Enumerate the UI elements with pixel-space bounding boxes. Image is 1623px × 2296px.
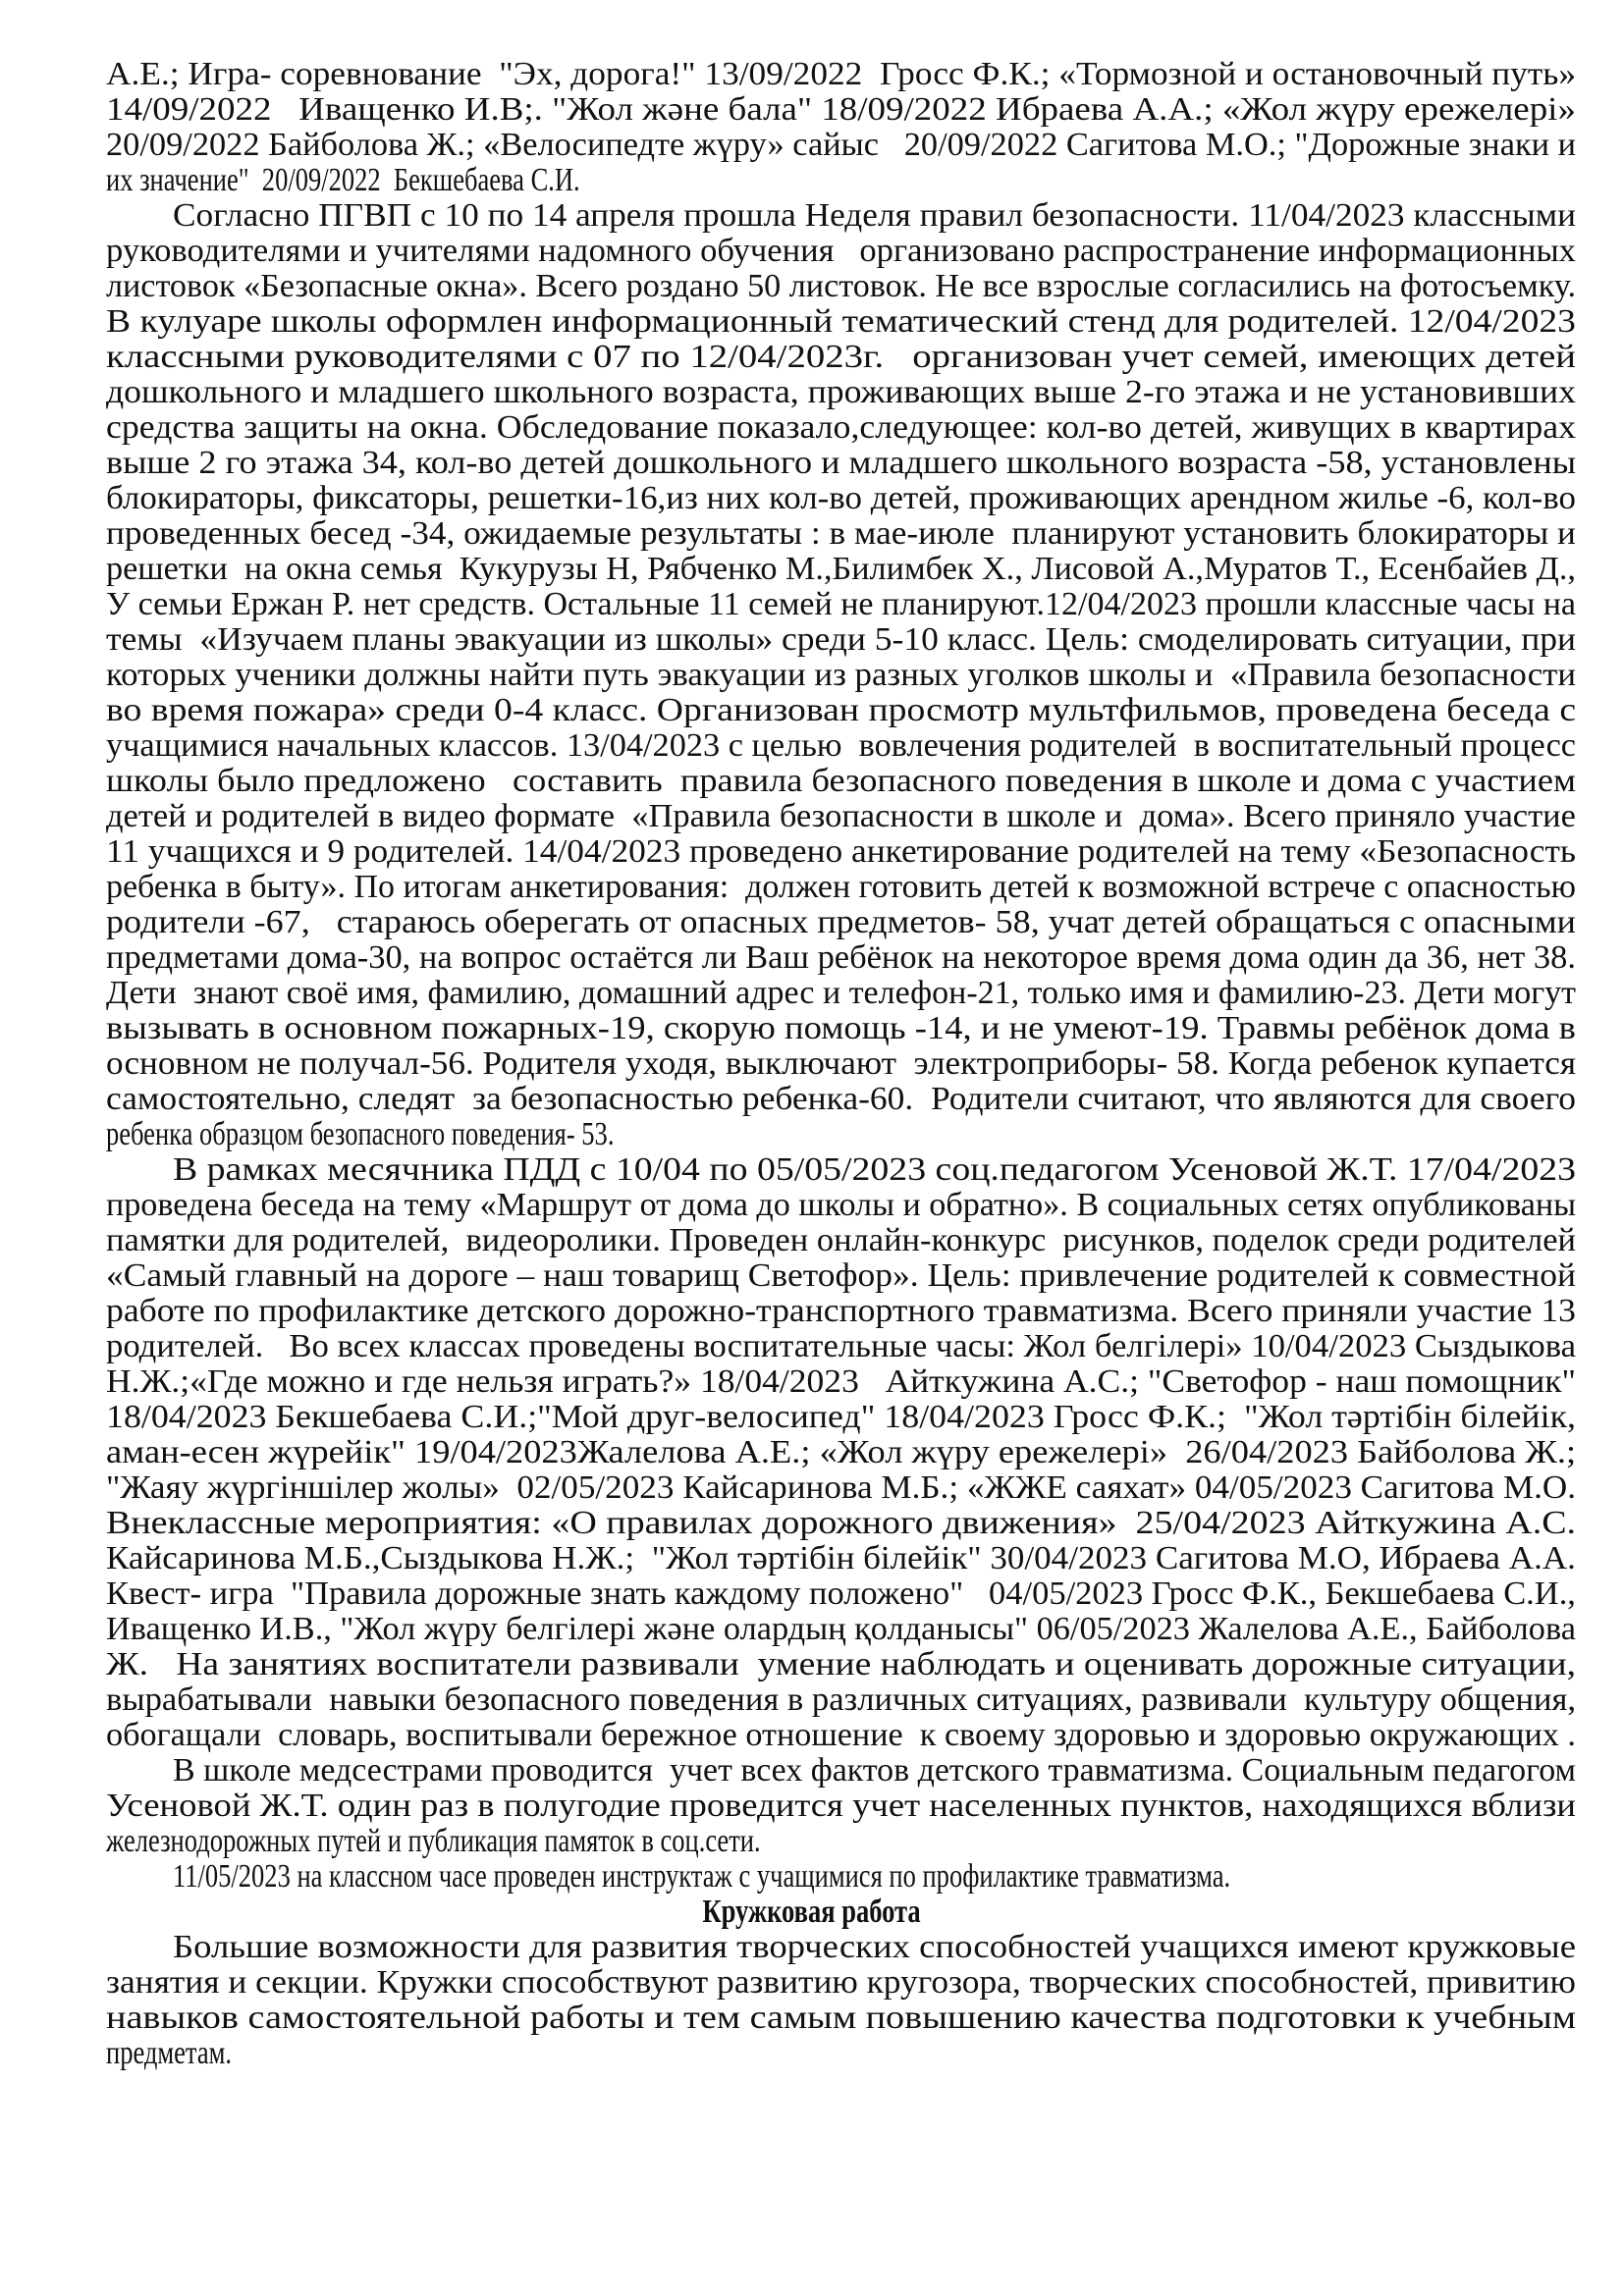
text-line xyxy=(106,57,1576,92)
line-text: основном не получал-56. Родителя уходя, выключают электроприборы- 58. Когда ребенок купается xyxy=(106,1045,1577,1082)
text-line xyxy=(106,340,1576,375)
text-line xyxy=(106,658,1576,693)
line-text: вырабатывали навыки безопасного поведения в различных ситуациях, развивали культуру общения, xyxy=(106,1682,1577,1718)
paragraph-first-line xyxy=(173,1753,1576,1789)
text-line xyxy=(106,940,1576,976)
line-text: 14/09/2022 Иващенко И.В;. "Жол және бала" 18/09/2022 Ибраева А.А.; «Жол жүру ережелері» xyxy=(106,91,1576,128)
line-text: навыков самостоятельной работы и тем самым повышению качества подготовки к учебным xyxy=(106,2000,1577,2036)
line-text: ребенка образцом безопасного поведения- 53. xyxy=(106,1116,615,1152)
text-line xyxy=(106,764,1576,799)
section-heading xyxy=(0,1895,1623,1930)
line-text: Дети знают своё имя, фамилию, домашний адрес и телефон-21, только имя и фамилию-23. Дети могут xyxy=(106,975,1577,1011)
line-text: "Жаяу жүргіншілер жолы» 02/05/2023 Кайсаринова М.Б.; «ЖЖЕ саяхат» 04/05/2023 Сагитова М.О. xyxy=(106,1469,1577,1506)
line-text: Иващенко И.В., "Жол жүру белгілері және олардың қолданысы" 06/05/2023 Жалелова А.Е., Байболова xyxy=(106,1611,1576,1647)
text-line xyxy=(106,410,1576,446)
line-text: вызывать в основном пожарных-19, скорую помощь -14, и не умеют-19. Травмы ребёнок дома в xyxy=(106,1010,1576,1046)
line-text: их значение" 20/09/2022 Бекшебаева С.И. xyxy=(106,162,580,198)
line-text: В школе медсестрами проводится учет всех фактов детского травматизма. Социальным педагогом xyxy=(173,1752,1576,1789)
line-text: учащимися начальных классов. 13/04/2023 с целью вовлечения родителей в воспитательный процесс xyxy=(106,727,1577,764)
text-line xyxy=(106,269,1576,304)
line-text: ребенка в быту». По итогам анкетирования: должен готовить детей к возможной встрече с опасностью xyxy=(106,869,1576,905)
text-line xyxy=(106,2001,1576,2036)
text-line xyxy=(106,552,1576,587)
line-text: школы было предложено составить правила безопасного поведения в школе и дома с участием xyxy=(106,763,1576,799)
text-line xyxy=(106,1258,1576,1294)
text-line xyxy=(106,1294,1576,1329)
text-line xyxy=(106,1541,1576,1576)
line-text: Внеклассные мероприятия: «О правилах дорожного движения» 25/04/2023 Айткужина А.С. xyxy=(106,1505,1577,1541)
line-text: Усеновой Ж.Т. один раз в полугодие проведится учет населенных пунктов, находящихся вблизи xyxy=(106,1788,1577,1824)
text-line xyxy=(106,622,1576,658)
line-text: А.Е.; Игра- соревнование "Эх, дорога!" 13/09/2022 Гросс Ф.К.; «Тормозной и остановочный путь» xyxy=(106,56,1577,92)
line-text: 18/04/2023 Бекшебаева С.И.;"Мой друг-велосипед" 18/04/2023 Гросс Ф.К.; "Жол тәртібін білейік, xyxy=(106,1399,1577,1435)
line-text: памятки для родителей, видеоролики. Проведен онлайн-конкурс рисунков, поделок среди родителей xyxy=(106,1222,1577,1258)
text-line xyxy=(106,304,1576,340)
line-text: работе по профилактике детского дорожно-транспортного травматизма. Всего приняли участие 13 xyxy=(106,1293,1576,1329)
line-text: Согласно ПГВП с 10 по 14 апреля прошла Неделя правил безопасности. 11/04/2023 классными xyxy=(173,197,1577,234)
line-text: родителей. Во всех классах проведены воспитательные часы: Жол белгілері» 10/04/2023 Сыздыкова xyxy=(106,1328,1577,1364)
text-line xyxy=(106,375,1576,410)
text-line xyxy=(106,1435,1576,1470)
text-line xyxy=(106,1011,1576,1046)
heading-text: Кружковая работа xyxy=(702,1894,921,1930)
text-line xyxy=(106,516,1576,552)
text-line xyxy=(106,587,1576,622)
text-line xyxy=(106,1470,1576,1506)
line-text: самостоятельно, следят за безопасностью ребенка-60. Родители считают, что являются для своего xyxy=(106,1081,1576,1117)
line-text: Большие возможности для развития творческих способностей учащихся имеют кружковые xyxy=(173,1929,1577,1965)
text-line xyxy=(106,1506,1576,1541)
text-line xyxy=(106,1789,1576,1824)
line-text: занятия и секции. Кружки способствуют развитию кругозора, творческих способностей, привитию xyxy=(106,1964,1576,2001)
line-text: руководителями и учителями надомного обучения организовано распространение информационных xyxy=(106,233,1576,269)
line-text: темы «Изучаем планы эвакуации из школы» среди 5-10 класс. Цель: смоделировать ситуации, при xyxy=(106,621,1577,658)
text-line xyxy=(106,1082,1576,1117)
line-text: аман-есен жүрейік" 19/04/2023Жалелова А.Е.; «Жол жүру ережелері» 26/04/2023 Байболова Ж.; xyxy=(106,1434,1577,1470)
text-line xyxy=(106,234,1576,269)
text-line xyxy=(106,1965,1576,2001)
text-line xyxy=(106,693,1576,728)
text-line xyxy=(106,1188,1576,1223)
text-line xyxy=(106,1718,1576,1753)
line-text: Кайсаринова М.Б.,Сыздыкова Н.Ж.; "Жол тәртібін білейік" 30/04/2023 Сагитова М.О, Ибраева А.А. xyxy=(106,1540,1576,1576)
text-line xyxy=(106,446,1576,481)
line-text: 20/09/2022 Байболова Ж.; «Велосипедте жүру» сайыс 20/09/2022 Сагитова М.О.; "Дорожные знаки и xyxy=(106,127,1577,163)
line-text: 11 учащихся и 9 родителей. 14/04/2023 проведено анкетирование родителей на тему «Безопасность xyxy=(106,833,1577,870)
line-text: классными руководителями с 07 по 12/04/2023г. организован учет семей, имеющих детей xyxy=(106,339,1577,375)
line-text: В рамках месячника ПДД с 10/04 по 05/05/2023 соц.педагогом Усеновой Ж.Т. 17/04/2023 xyxy=(173,1151,1577,1188)
text-line xyxy=(106,834,1576,870)
line-text: У семьи Ержан Р. нет средств. Остальные 11 семей не планируют.12/04/2023 прошли классные часы на xyxy=(106,586,1577,622)
line-text: В кулуаре школы оформлен информационный тематический стенд для родителей. 12/04/2023 xyxy=(106,303,1576,340)
paragraph-first-line xyxy=(173,1152,1576,1188)
text-line xyxy=(106,1612,1576,1647)
text-line xyxy=(106,1576,1576,1612)
text-line xyxy=(106,1364,1576,1400)
line-text: Н.Ж.;«Где можно и где нельзя играть?» 18/04/2023 Айткужина А.С.; "Светофор - наш помощник" xyxy=(106,1363,1577,1400)
paragraph-first-line xyxy=(173,1859,1576,1895)
text-line xyxy=(106,2036,1576,2071)
line-text: проведена беседа на тему «Маршрут от дома до школы и обратно». В социальных сетях опубликованы xyxy=(106,1187,1577,1223)
text-line xyxy=(106,92,1576,128)
text-line xyxy=(106,1046,1576,1082)
text-line xyxy=(106,870,1576,905)
line-text: железнодорожных путей и публикация памяток в соц.сети. xyxy=(106,1823,761,1859)
line-text: проведенных бесед -34, ожидаемые результаты : в мае-июле планируют установить блокираторы и xyxy=(106,515,1576,552)
text-line xyxy=(106,1682,1576,1718)
line-text: средства защиты на окна. Обследование показало,следующее: кол-во детей, живущих в квартирах xyxy=(106,409,1577,446)
line-text: Ж. На занятиях воспитатели развивали умение наблюдать и оценивать дорожные ситуации, xyxy=(106,1646,1577,1682)
line-text: выше 2 го этажа 34, кол-во детей дошкольного и младшего школьного возраста -58, установлены xyxy=(106,445,1577,481)
text-line xyxy=(106,905,1576,940)
text-line xyxy=(106,976,1576,1011)
line-text: предметами дома-30, на вопрос остаётся ли Ваш ребёнок на некоторое время дома один да 36, нет 38. xyxy=(106,939,1576,976)
text-line xyxy=(106,1223,1576,1258)
text-line xyxy=(106,1400,1576,1435)
line-text: Квест- игра "Правила дорожные знать каждому положено" 04/05/2023 Гросс Ф.К., Бекшебаева С.И., xyxy=(106,1575,1576,1612)
line-text: родители -67, стараюсь оберегать от опасных предметов- 58, учат детей обращаться с опасными xyxy=(106,904,1576,940)
paragraph-first-line xyxy=(173,198,1576,234)
line-text: блокираторы, фиксаторы, решетки-16,из них кол-во детей, проживающих арендном жилье -6, кол-во xyxy=(106,480,1577,516)
line-text: листовок «Безопасные окна». Всего роздано 50 листовок. Не все взрослые согласились на фотосъемку. xyxy=(106,268,1576,304)
text-line xyxy=(106,128,1576,163)
line-text: решетки на окна семья Кукурузы Н, Рябченко М.,Билимбек Х., Лисовой А.,Муратов Т., Есенбайев Д., xyxy=(106,551,1576,587)
line-text: 11/05/2023 на классном часе проведен инструктаж с учащимися по профилактике травматизма. xyxy=(173,1858,1231,1895)
text-line xyxy=(106,481,1576,516)
line-text: детей и родителей в видео формате «Правила безопасности в школе и дома». Всего приняло участие xyxy=(106,798,1576,834)
text-line xyxy=(106,728,1576,764)
text-line xyxy=(106,163,1576,198)
line-text: дошкольного и младшего школьного возраста, проживающих выше 2-го этажа и не установивших xyxy=(106,374,1576,410)
line-text: которых ученики должны найти путь эвакуации из разных уголков школы и «Правила безопасности xyxy=(106,657,1577,693)
line-text: во время пожара» среди 0-4 класс. Организован просмотр мультфильмов, проведена беседа с xyxy=(106,692,1577,728)
text-line xyxy=(106,1117,1576,1152)
text-line xyxy=(106,1824,1576,1859)
line-text: «Самый главный на дороге – наш товарищ Светофор». Цель: привлечение родителей к совместной xyxy=(106,1257,1577,1294)
line-text: предметам. xyxy=(106,2035,233,2071)
text-line xyxy=(106,799,1576,834)
text-line xyxy=(106,1647,1576,1682)
line-text: обогащали словарь, воспитывали бережное отношение к своему здоровью и здоровью окружающих . xyxy=(106,1717,1576,1753)
paragraph-first-line xyxy=(173,1930,1576,1965)
text-line xyxy=(106,1329,1576,1364)
